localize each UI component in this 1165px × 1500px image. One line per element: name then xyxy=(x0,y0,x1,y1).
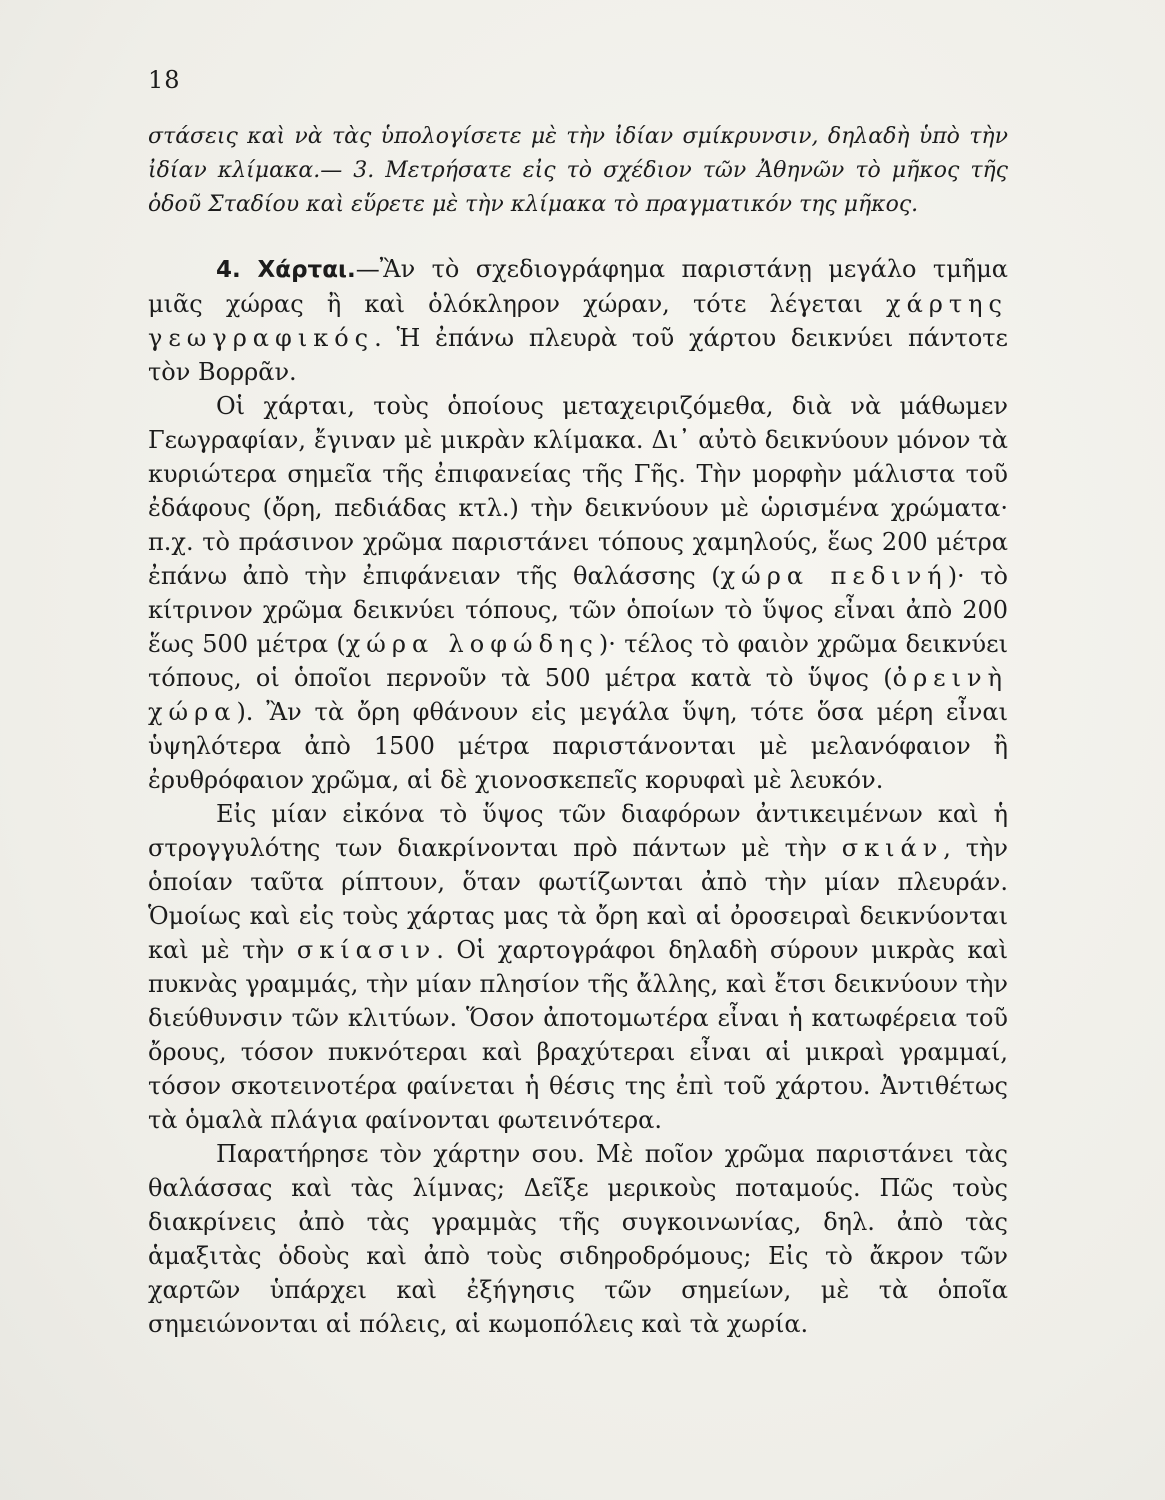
paragraph-1-text-a: —Ἂν τὸ σχεδιογράφημα παριστάνῃ μεγάλο τμῆμα μιᾶς χώρας ἢ καὶ ὁλόκληρον χώραν, τότε λέγεται xyxy=(148,255,1008,318)
paragraph-3-text-c: . Οἱ χαρτογράφοι δηλαδὴ σύρουν μικρὰς καὶ πυκνὰς γραμμάς, τὴν μίαν πλησίον τῆς ἄλλης, καὶ ἔτσι δεικνύουν τὴν διεύθυνσιν τῶν κλιτύων. Ὅσον ἀποτομωτέρα εἶναι ἡ κατωφέρεια τοῦ ὄρους, τόσον πυκνότεραι καὶ βραχύτεραι εἶναι αἱ μικραὶ γραμμαί, τόσον σκοτεινοτέρα φαίνεται ἡ θέσις της ἐπὶ τοῦ χάρτου. Ἀντιθέτως τὰ ὁμαλὰ πλάγια φαίνονται φωτεινότερα. xyxy=(148,936,1008,1134)
text-block xyxy=(148,120,1008,1341)
paragraph-2-text-a: Οἱ χάρται, τοὺς ὁποίους μεταχειριζόμεθα, διὰ νὰ μάθωμεν Γεωγραφίαν, ἔγιναν μὲ μικρὰν κλίμακα. Δι᾽ αὐτὸ δεικνύουν μόνον τὰ κυριώτερα σημεῖα τῆς ἐπιφανείας τῆς Γῆς. Τὴν μορφὴν μάλιστα τοῦ ἐδάφους (ὄρη, πεδιάδας κτλ.) τὴν δεικνύουν μὲ ὡρισμένα χρώματα· π.χ. τὸ πράσινον χρῶμα παριστάνει τόπους χαμηλούς, ἕως 200 μέτρα ἐπάνω ἀπὸ τὴν ἐπιφάνειαν τῆς θαλάσσης ( xyxy=(148,392,1008,590)
term-hilly-land: χώρα λοφώδης xyxy=(345,630,599,658)
term-mountain-land: ὀρεινὴ χώρα xyxy=(148,664,1008,726)
paragraph-3-text-a: Εἰς μίαν εἰκόνα τὸ ὕψος τῶν διαφόρων ἀντικειμένων καὶ ἡ στρογγυλότης των διακρίνονται πρὸ πάντων μὲ τὴν xyxy=(148,800,1008,862)
section-maps xyxy=(148,252,1008,1341)
term-shadow: σκιάν xyxy=(841,834,944,862)
term-plain-land: χώρα πεδινή xyxy=(720,562,948,590)
paragraph-3 xyxy=(148,797,1008,1137)
page-number: 18 xyxy=(148,66,181,94)
paragraph-2-text-b: )· τὸ κίτρινον χρῶμα δεικνύει τόπους, τῶν ὁποίων τὸ ὕψος εἶναι ἀπὸ 200 ἕως 500 μέτρα ( xyxy=(148,562,1008,658)
term-shading: σκίασιν xyxy=(296,936,437,964)
paragraph-2 xyxy=(148,389,1008,797)
section-heading: 4. Χάρται. xyxy=(216,257,356,283)
intro-paragraph: στάσεις καὶ νὰ τὰς ὑπολογίσετε μὲ τὴν ἰδίαν σμίκρυνσιν, δηλαδὴ ὑπὸ τὴν ἰδίαν κλίμακα.— 3. Μετρήσατε εἰς τὸ σχέδιον τῶν Ἀθηνῶν τὸ μῆκος τῆς ὁδοῦ Σταδίου καὶ εὕρετε μὲ τὴν κλίμακα τὸ πραγματικόν της μῆκος. xyxy=(148,124,1008,217)
paragraph-2-text-c: )· τέλος τὸ φαιὸν χρῶμα δεικνύει τόπους, οἱ ὁποῖοι περνοῦν τὰ 500 μέτρα κατὰ τὸ ὕψος ( xyxy=(148,630,1008,692)
term-geographic-map: χάρτης γεωγραφικός xyxy=(148,290,1008,352)
paragraph-4: Παρατήρησε τὸν χάρτην σου. Μὲ ποῖον χρῶμα παριστάνει τὰς θαλάσσας καὶ τὰς λίμνας; Δεῖξε μερικοὺς ποταμούς. Πῶς τοὺς διακρίνεις ἀπὸ τὰς γραμμὰς τῆς συγκοινωνίας, δηλ. ἀπὸ τὰς ἁμαξιτὰς ὁδοὺς καὶ ἀπὸ τοὺς σιδηροδρόμους; Εἰς τὸ ἄκρον τῶν χαρτῶν ὑπάρχει καὶ ἐξήγησις τῶν σημείων, μὲ τὰ ὁποῖα σημειώνονται αἱ πόλεις, αἱ κωμοπόλεις καὶ τὰ χωρία. xyxy=(148,1140,1008,1338)
paragraph-1-text-b: . Ἡ ἐπάνω πλευρὰ τοῦ χάρτου δεικνύει πάντοτε τὸν Βορρᾶν. xyxy=(148,324,1008,386)
paragraph-1 xyxy=(148,252,1008,389)
paragraph-3-text-b: , τὴν ὁποίαν ταῦτα ρίπτουν, ὅταν φωτίζωνται ἀπὸ τὴν μίαν πλευράν. Ὁμοίως καὶ εἰς τοὺς χάρτας μας τὰ ὄρη καὶ αἱ ὀροσειραὶ δεικνύονται καὶ μὲ τὴν xyxy=(148,834,1008,964)
paragraph-2-text-d: ). Ἂν τὰ ὄρη φθάνουν εἰς μεγάλα ὕψη, τότε ὅσα μέρη εἶναι ὑψηλότερα ἀπὸ 1500 μέτρα παριστάνονται μὲ μελανόφαιον ἢ ἐρυθρόφαιον χρῶμα, αἱ δὲ χιονοσκεπεῖς κορυφαὶ μὲ λευκόν. xyxy=(148,698,1008,794)
